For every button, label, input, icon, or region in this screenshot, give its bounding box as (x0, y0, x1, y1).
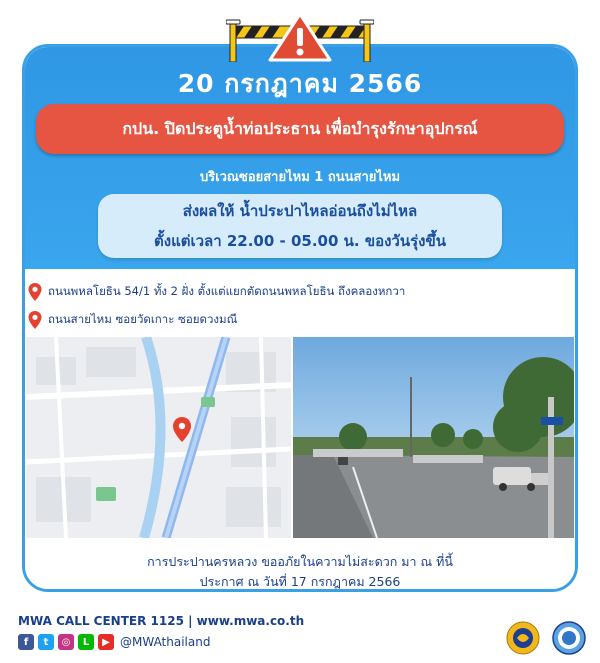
impact-line-1: ส่งผลให้ น้ำประปาไหลอ่อนถึงไม่ไหล (182, 202, 418, 220)
location-item (28, 283, 405, 301)
mwa-logo-icon (506, 621, 540, 655)
instagram-icon[interactable]: ◎ (58, 634, 74, 650)
location-text: ถนนสายไหม ซอยวัดเกาะ ซอยดวงมณี (48, 312, 238, 326)
announcement-date: 20 กรกฎาคม 2566 (177, 69, 423, 98)
social-links (18, 634, 210, 650)
headline-banner (36, 104, 564, 154)
street-photo-graphic (293, 337, 574, 538)
facebook-icon[interactable]: f (18, 634, 34, 650)
seal-logo-icon (552, 621, 586, 655)
street-photo (293, 337, 574, 538)
line-icon[interactable]: L (78, 634, 94, 650)
affected-area: บริเวณซอยสายไหม 1 ถนนสายไหม (199, 170, 401, 185)
headline-text: กปน. ปิดประตูน้ำท่อประธาน เพื่อบำรุงรักษาอุปกรณ์ (122, 118, 478, 138)
youtube-icon[interactable]: ▶ (98, 634, 114, 650)
location-text: ถนนพหลโยธิน 54/1 ทั้ง 2 ฝั่ง ตั้งแต่แยกตัดถนนพหลโยธิน ถึงคลองหกวา (48, 284, 406, 298)
issued-date: ประกาศ ณ วันที่ 17 กรกฎาคม 2566 (199, 574, 401, 589)
map-graphic (26, 337, 291, 538)
map-pin-icon (28, 311, 42, 329)
apology-text: การประปานครหลวง ขออภัยในความไม่สะดวก มา ณ ที่นี้ (147, 554, 453, 569)
twitter-icon[interactable]: t (38, 634, 54, 650)
impact-line-2: ตั้งแต่เวลา 22.00 - 05.00 น. ของวันรุ่งขึ้น (154, 232, 446, 250)
social-handle[interactable]: @MWAthailand (120, 635, 211, 649)
location-item (28, 311, 237, 329)
impact-box (98, 194, 502, 258)
map-pin-icon (28, 283, 42, 301)
area-map (26, 337, 291, 538)
call-center: MWA CALL CENTER 1125 | www.mwa.co.th (18, 614, 305, 628)
warning-barrier-icon (226, 12, 374, 62)
